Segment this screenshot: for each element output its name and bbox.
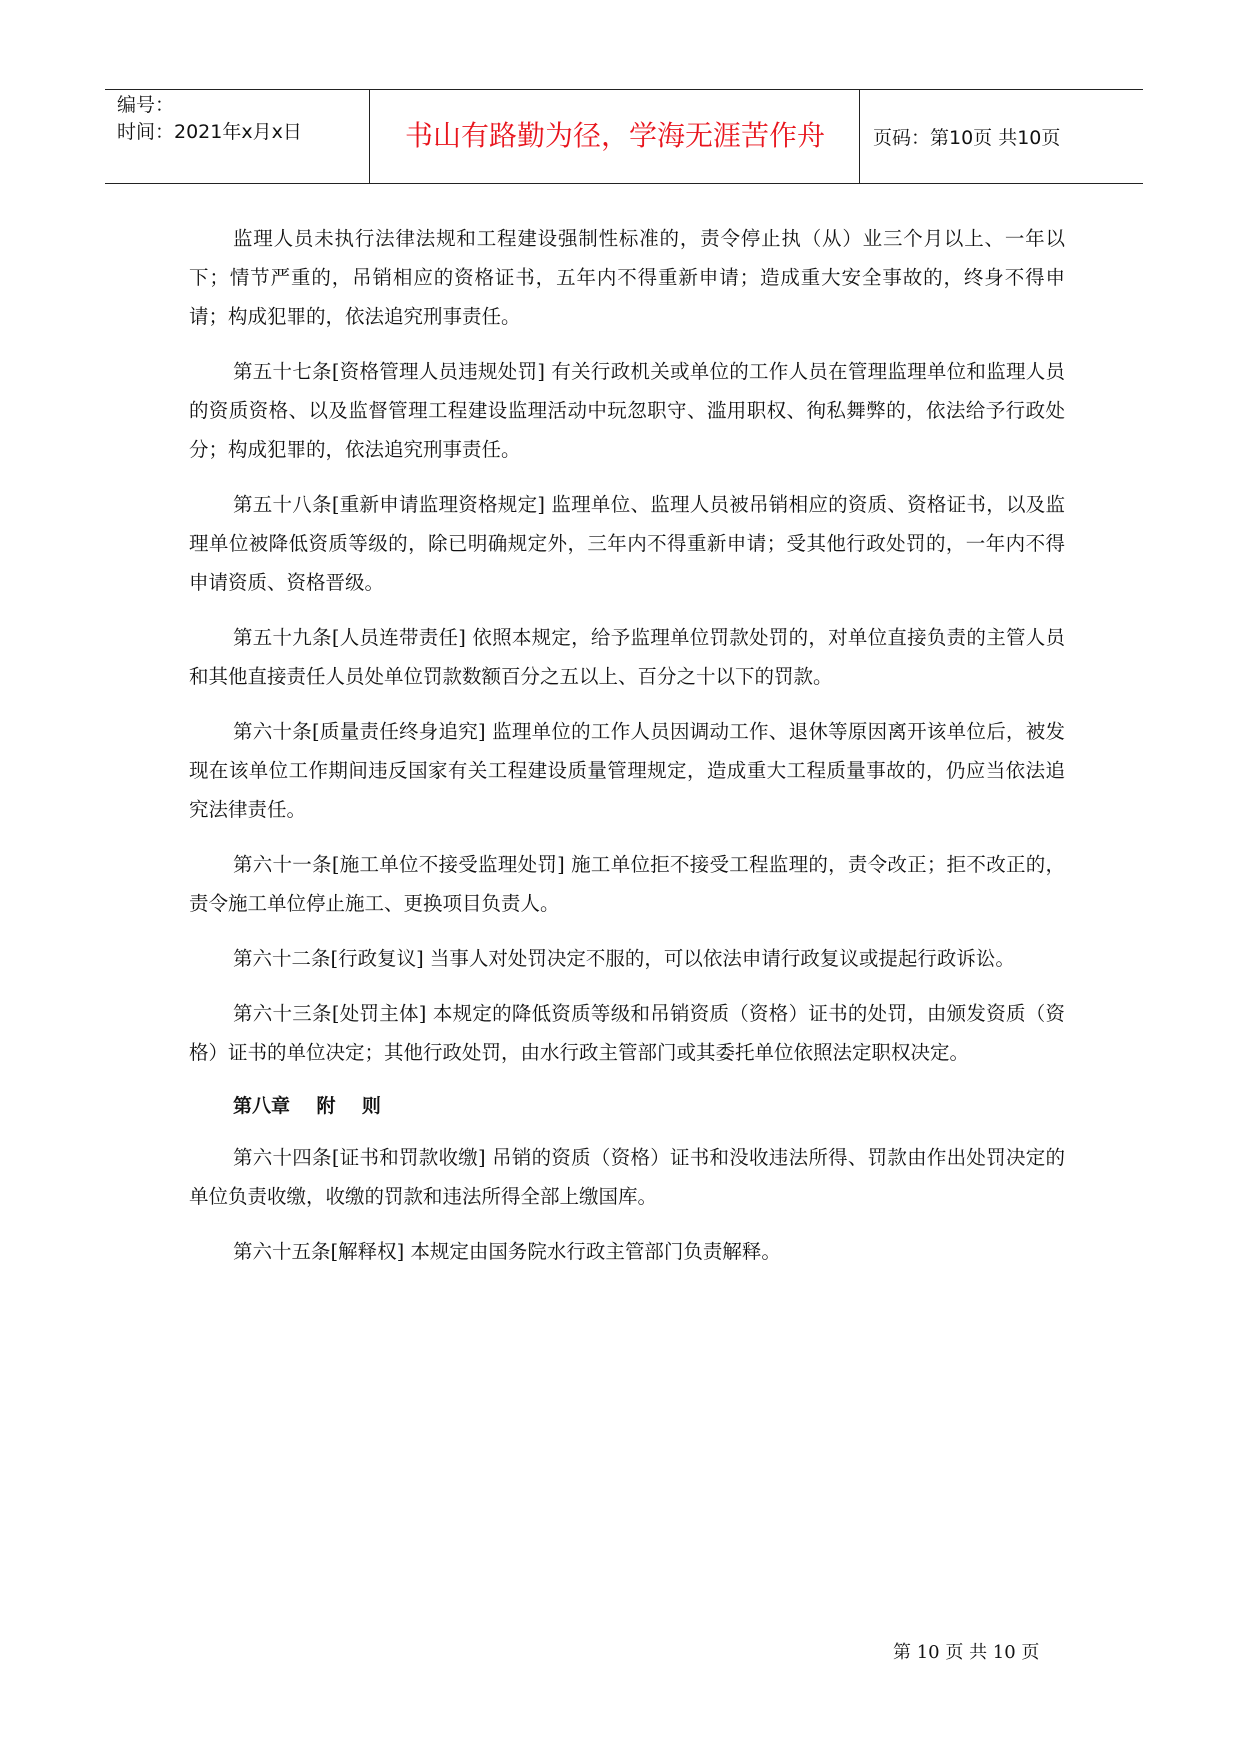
chapter-heading: 第八章 附 则 [233, 1095, 381, 1117]
header-divider-left [369, 90, 370, 183]
header-page-info: 页码：第10页 共10页 [873, 127, 1061, 149]
header-motto: 书山有路勤为径，学海无涯苦作舟 [404, 119, 825, 152]
article-60: 第六十条[质量责任终身追究] 监理单位的工作人员因调动工作、退休等原因离开该单位后，被发现在该单位工作期间违反国家有关工程建设质量管理规定，造成重大工程质量事故的，仍应当依法追究法律责任。 [189, 720, 1065, 821]
document-time-label: 时间：2021年x月x日 [117, 121, 302, 143]
header-meta [117, 92, 367, 146]
page-footer: 第 10 页 共 10 页 [893, 1642, 1040, 1663]
article-64: 第六十四条[证书和罚款收缴] 吊销的资质（资格）证书和没收违法所得、罚款由作出处罚决定的单位负责收缴，收缴的罚款和违法所得全部上缴国库。 [189, 1146, 1065, 1208]
article-59: 第五十九条[人员连带责任] 依照本规定，给予监理单位罚款处罚的，对单位直接负责的主管人员和其他直接责任人员处单位罚款数额百分之五以上、百分之十以下的罚款。 [189, 626, 1065, 688]
document-number-label: 编号： [117, 94, 175, 116]
article-62: 第六十二条[行政复议] 当事人对处罚决定不服的，可以依法申请行政复议或提起行政诉讼。 [233, 947, 1015, 970]
article-63: 第六十三条[处罚主体] 本规定的降低资质等级和吊销资质（资格）证书的处罚，由颁发资质（资格）证书的单位决定；其他行政处罚，由水行政主管部门或其委托单位依照法定职权决定。 [189, 1002, 1065, 1064]
article-57: 第五十七条[资格管理人员违规处罚] 有关行政机关或单位的工作人员在管理监理单位和监理人员的资质资格、以及监督管理工程建设监理活动中玩忽职守、滥用职权、徇私舞弊的，依法给予行政处分；构成犯罪的，依法追究刑事责任。 [189, 360, 1065, 461]
header-divider-right [859, 90, 860, 183]
article-61: 第六十一条[施工单位不接受监理处罚] 施工单位拒不接受工程监理的，责令改正；拒不改正的，责令施工单位停止施工、更换项目负责人。 [189, 853, 1065, 915]
page-header [105, 89, 1143, 184]
document-body [189, 219, 1065, 1287]
paragraph: 监理人员未执行法律法规和工程建设强制性标准的，责令停止执（从）业三个月以上、一年以下；情节严重的，吊销相应的资格证书，五年内不得重新申请；造成重大安全事故的，终身不得申请；构成犯罪的，依法追究刑事责任。 [189, 227, 1065, 328]
article-65: 第六十五条[解释权] 本规定由国务院水行政主管部门负责解释。 [233, 1240, 781, 1263]
article-58: 第五十八条[重新申请监理资格规定] 监理单位、监理人员被吊销相应的资质、资格证书，以及监理单位被降低资质等级的，除已明确规定外，三年内不得重新申请；受其他行政处罚的，一年内不得申请资质、资格晋级。 [189, 493, 1065, 594]
